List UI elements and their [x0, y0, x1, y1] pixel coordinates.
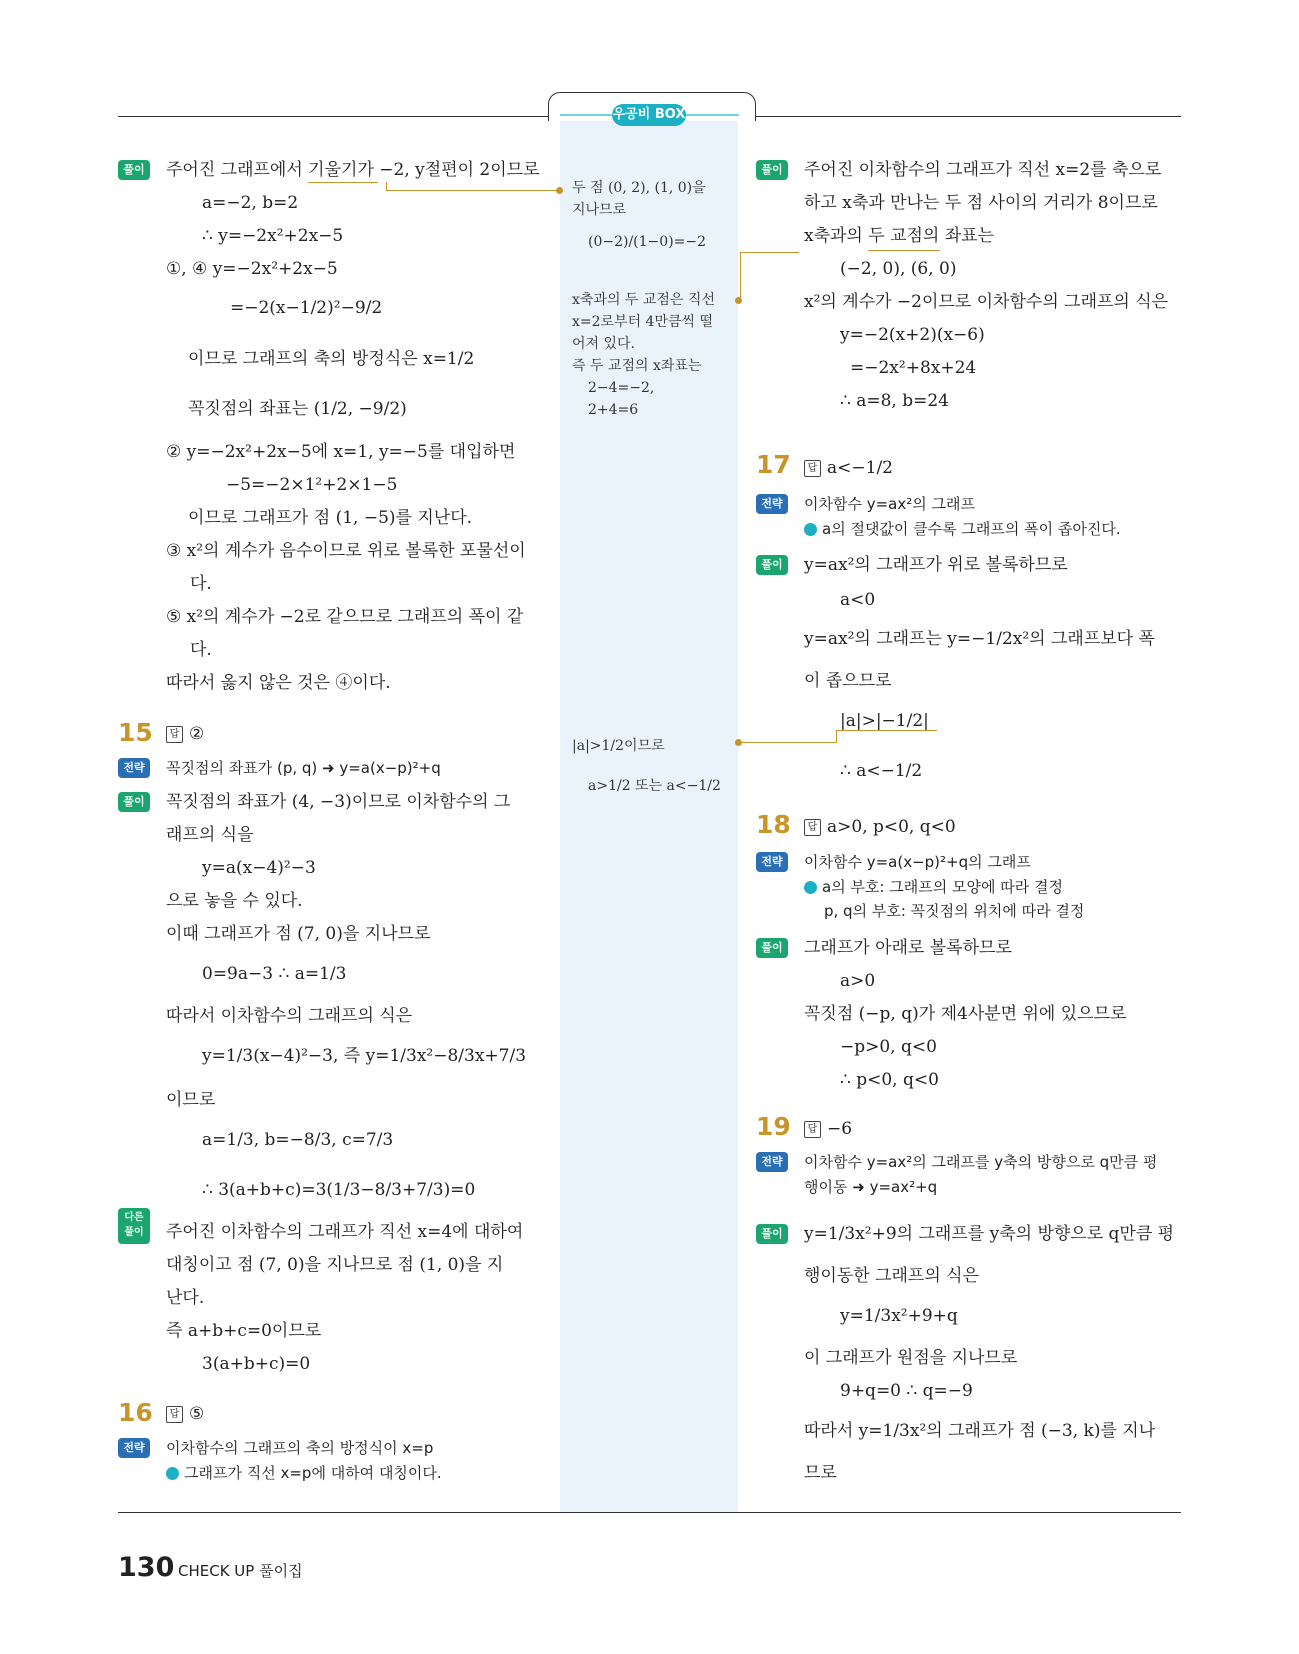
strategy-note-text: p, q의 부호: 꼭짓점의 위치에 따라 결정	[824, 902, 1085, 920]
text-line: y=ax²의 그래프는 y=−1/2x²의 그래프보다 폭	[804, 629, 1155, 649]
answer	[804, 816, 956, 838]
answer	[166, 723, 204, 745]
text-line: 이므로 그래프가 점 (1, −5)를 지난다.	[188, 508, 473, 528]
strategy-note	[804, 876, 1063, 898]
math-line: a=1/3, b=−8/3, c=7/3	[202, 1130, 394, 1150]
math-line: ∴ a<−1/2	[840, 761, 923, 781]
text-line: 다.	[190, 640, 212, 660]
text-line: 주어진 그래프에서 기울기가 −2, y절편이 2이므로	[166, 160, 540, 180]
text-line: 즉 a+b+c=0이므로	[166, 1321, 322, 1341]
strategy-text: 이차함수 y=a(x−p)²+q의 그래프	[804, 853, 1031, 871]
text-line: ∴ y=−2x²+2x−5	[202, 226, 344, 246]
math-line: y=1/3(x−4)²−3, 즉 y=1/3x²−8/3x+7/3	[202, 1046, 527, 1066]
answer	[804, 1118, 852, 1140]
text-line: −p>0, q<0	[840, 1037, 937, 1057]
text-line: 으로 놓을 수 있다.	[166, 891, 303, 911]
text-line: 이므로	[166, 1090, 216, 1110]
bottom-rule	[118, 1512, 1181, 1513]
text-line: 므로	[804, 1463, 837, 1483]
answer-value: −6	[827, 1119, 853, 1139]
solution-badge: 풀이	[118, 792, 150, 812]
text-line: 3(a+b+c)=0	[202, 1354, 311, 1374]
text-line: 이므로 그래프의 축의 방정식은 x=1/2	[188, 349, 475, 369]
text-line: 이 그래프가 원점을 지나므로	[804, 1348, 1018, 1368]
text-line: 따라서 y=1/3x²의 그래프가 점 (−3, k)를 지나	[804, 1421, 1156, 1441]
text-line: 주어진 이차함수의 그래프가 직선 x=4에 대하여	[166, 1222, 524, 1242]
text-line: x²의 계수가 −2이므로 이차함수의 그래프의 식은	[804, 292, 1169, 312]
solution-badge: 풀이	[756, 555, 788, 575]
text-line: a>0	[840, 971, 876, 991]
question-number: 17	[756, 450, 791, 479]
connector-line	[868, 250, 940, 251]
text-line: ∴ p<0, q<0	[840, 1070, 939, 1090]
connector-dot	[735, 739, 742, 746]
solution-badge: 풀이	[118, 160, 150, 180]
math-line: =−2(x−1/2)²−9/2	[230, 298, 383, 318]
side-note: (0−2)/(1−0)=−2	[588, 234, 707, 250]
text-line: 난다.	[166, 1288, 205, 1308]
text-line: a=−2, b=2	[202, 193, 299, 213]
arrow-bullet-icon	[804, 523, 817, 536]
answer-icon: 답	[166, 726, 183, 743]
math-line: |a|>|−1/2|	[840, 711, 929, 731]
side-note: 어져 있다.	[572, 336, 635, 352]
side-note: |a|>1/2이므로	[572, 738, 665, 754]
text-line: 이 좁으므로	[804, 671, 892, 691]
page-number: 130	[118, 1552, 175, 1583]
side-note: 두 점 (0, 2), (1, 0)을	[572, 180, 706, 196]
strategy-badge: 전략	[756, 1152, 788, 1172]
math-line: ∴ 3(a+b+c)=3(1/3−8/3+7/3)=0	[202, 1180, 476, 1200]
connector-line	[740, 742, 836, 743]
text-line: 주어진 이차함수의 그래프가 직선 x=2를 축으로	[804, 160, 1162, 180]
text-line: 래프의 식을	[166, 825, 254, 845]
text-line: 행이동한 그래프의 식은	[804, 1266, 980, 1286]
answer-icon: 답	[804, 460, 821, 477]
box-label: 우공비 BOX	[612, 104, 686, 126]
answer-icon: 답	[166, 1406, 183, 1423]
text-line: ∴ a=8, b=24	[840, 391, 949, 411]
side-note: a>1/2 또는 a<−1/2	[588, 778, 721, 794]
text-line: 따라서 옳지 않은 것은 ④이다.	[166, 673, 391, 693]
arrow-bullet-icon	[166, 1467, 179, 1480]
side-note: 2−4=−2,	[588, 380, 655, 396]
strategy-badge: 전략	[756, 494, 788, 514]
strategy-note-text: a의 절댓값이 클수록 그래프의 폭이 좁아진다.	[822, 520, 1121, 538]
alternative-solution-badge: 다른 풀이	[118, 1208, 150, 1244]
strategy-badge: 전략	[118, 1438, 150, 1458]
text-line: 이때 그래프가 점 (7, 0)을 지나므로	[166, 924, 431, 944]
connector-line	[740, 252, 799, 301]
strategy-badge: 전략	[756, 852, 788, 872]
text-line: 따라서 이차함수의 그래프의 식은	[166, 1006, 413, 1026]
text-line: y=ax²의 그래프가 위로 볼록하므로	[804, 555, 1068, 575]
solution-badge: 풀이	[756, 938, 788, 958]
question-number: 16	[118, 1398, 153, 1427]
strategy-text: 이차함수 y=ax²의 그래프	[804, 495, 975, 513]
strategy-badge: 전략	[118, 758, 150, 778]
question-number: 18	[756, 810, 791, 839]
strategy-text: 이차함수의 그래프의 축의 방정식이 x=p	[166, 1439, 434, 1457]
text-line: =−2x²+8x+24	[850, 358, 977, 378]
text-line: y=1/3x²+9의 그래프를 y축의 방향으로 q만큼 평	[804, 1224, 1175, 1244]
answer-value: ②	[189, 724, 205, 744]
arrow-bullet-icon	[804, 881, 817, 894]
text-line: a<0	[840, 590, 876, 610]
strategy-note	[804, 518, 1121, 540]
connector-line	[308, 182, 378, 183]
text-line: 꼭짓점 (−p, q)가 제4사분면 위에 있으므로	[804, 1004, 1127, 1024]
answer-value: a>0, p<0, q<0	[827, 817, 956, 837]
side-note: 즉 두 교점의 x좌표는	[572, 358, 702, 374]
text-line: 9+q=0 ∴ q=−9	[840, 1381, 973, 1401]
answer-value: ⑤	[189, 1404, 205, 1424]
text-line: 하고 x축과 만나는 두 점 사이의 거리가 8이므로	[804, 193, 1158, 213]
answer-icon: 답	[804, 819, 821, 836]
text-line: 다.	[190, 574, 212, 594]
side-note: x축과의 두 교점은 직선	[572, 292, 715, 308]
strategy-note	[166, 1462, 442, 1484]
side-note: x=2로부터 4만큼씩 떨	[572, 314, 714, 330]
strategy-text: 꼭짓점의 좌표가 (p, q) ➜ y=a(x−p)²+q	[166, 759, 441, 777]
text-line: ⑤ x²의 계수가 −2로 같으므로 그래프의 폭이 같	[166, 607, 524, 627]
text-line: 그래프가 아래로 볼록하므로	[804, 938, 1012, 958]
question-number: 15	[118, 718, 153, 747]
answer-value: a<−1/2	[827, 458, 893, 478]
footer-title: CHECK UP 풀이집	[178, 1562, 303, 1580]
strategy-text: 행이동 ➜ y=ax²+q	[804, 1178, 938, 1196]
text-line: 꼭짓점의 좌표는 (1/2, −9/2)	[188, 399, 407, 419]
side-note: 지나므로	[572, 202, 627, 218]
math-line: y=1/3x²+9+q	[840, 1306, 958, 1326]
question-number: 19	[756, 1112, 791, 1141]
strategy-note-text: 그래프가 직선 x=p에 대하여 대칭이다.	[184, 1464, 442, 1482]
text-line: −5=−2×1²+2×1−5	[226, 475, 398, 495]
text-line: ①, ④ y=−2x²+2x−5	[166, 259, 338, 279]
solution-badge: 풀이	[756, 160, 788, 180]
strategy-note-text: a의 부호: 그래프의 모양에 따라 결정	[822, 878, 1063, 896]
answer	[166, 1403, 204, 1425]
strategy-text: 이차함수 y=ax²의 그래프를 y축의 방향으로 q만큼 평	[804, 1153, 1158, 1171]
text-line: ③ x²의 계수가 음수이므로 위로 볼록한 포물선이	[166, 541, 526, 561]
answer-icon: 답	[804, 1121, 821, 1138]
text-line: 꼭짓점의 좌표가 (4, −3)이므로 이차함수의 그	[166, 792, 511, 812]
text-line: 0=9a−3 ∴ a=1/3	[202, 964, 347, 984]
text-line: x축과의 두 교점의 좌표는	[804, 226, 995, 246]
solution-badge: 풀이	[756, 1224, 788, 1244]
text-line: 대칭이고 점 (7, 0)을 지나므로 점 (1, 0)을 지	[166, 1255, 504, 1275]
connector-dot	[556, 187, 563, 194]
connector-line	[386, 182, 561, 191]
text-line: y=−2(x+2)(x−6)	[840, 325, 985, 345]
connector-dot	[735, 297, 742, 304]
text-line: y=a(x−4)²−3	[202, 858, 316, 878]
text-line: (−2, 0), (6, 0)	[840, 259, 957, 279]
text-line: ② y=−2x²+2x−5에 x=1, y=−5를 대입하면	[166, 442, 516, 462]
answer	[804, 457, 893, 479]
side-note: 2+4=6	[588, 402, 639, 418]
